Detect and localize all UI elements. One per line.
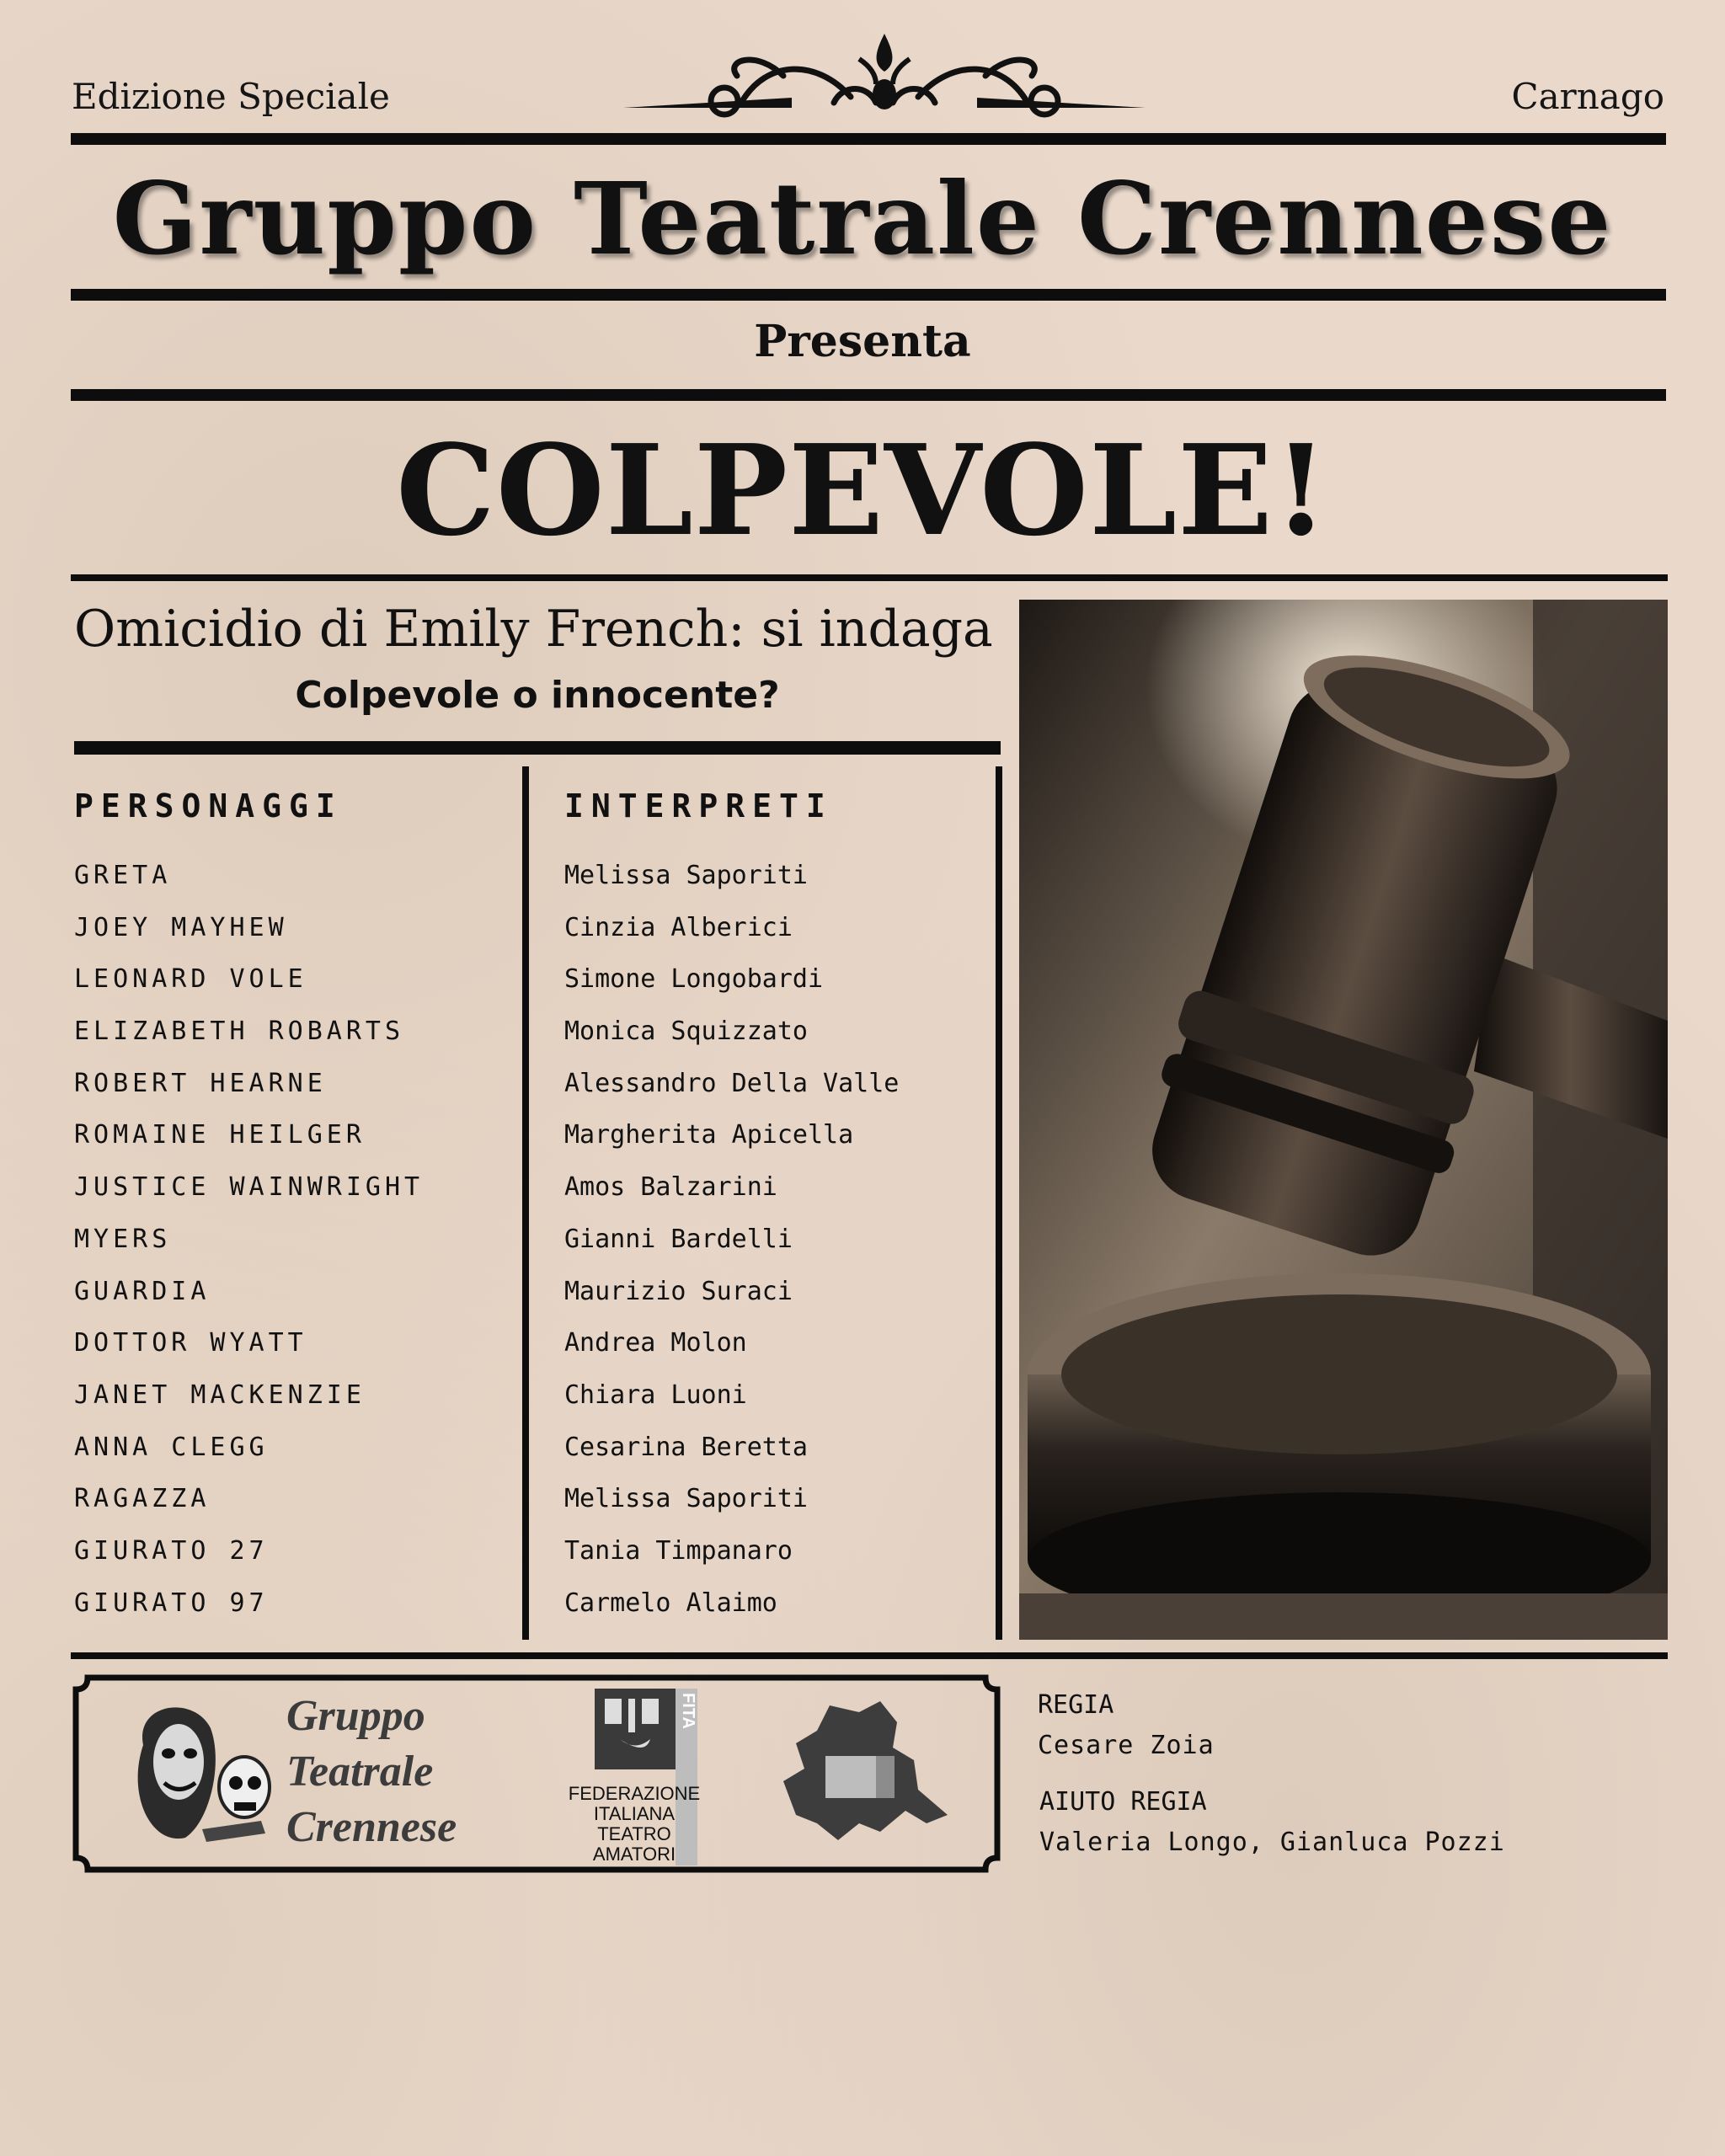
aiuto-regia-names: Valeria Longo, Gianluca Pozzi [1039,1828,1505,1857]
rule-presenta [71,389,1666,401]
role-item: ROMAINE HEILGER [74,1120,366,1150]
fita-caption-line: ITALIANA [593,1803,676,1824]
roles-list [74,854,424,1633]
rule-top [71,133,1666,145]
actors-header: INTERPRETI [564,787,833,825]
role-item: JOEY MAYHEW [74,912,288,942]
role-item: ROBERT HEARNE [74,1068,327,1098]
group-logo-line: Teatrale [286,1748,434,1796]
masthead-title: Gruppo Teatrale Crennese [112,160,1613,277]
actor-item: Monica Squizzato [564,1017,808,1047]
article-subhead: Omicidio di Emily French: si indaga [74,600,993,659]
presents-label: Presenta [754,316,971,367]
actor-item: Maurizio Suraci [564,1276,793,1306]
fita-caption [546,1784,723,1865]
role-item: ELIZABETH ROBARTS [74,1017,405,1047]
role-item: GRETA [74,861,172,890]
fita-caption-line: AMATORI [592,1844,676,1865]
actor-item: Cinzia Alberici [564,912,793,942]
role-item: ANNA CLEGG [74,1432,269,1462]
regia-label: REGIA [1038,1690,1114,1720]
rule-headline [71,574,1668,581]
group-logo-line: Gruppo [286,1692,425,1740]
roles-header: PERSONAGGI [74,787,343,825]
role-item: MYERS [74,1224,172,1254]
actor-item: Alessandro Della Valle [564,1068,900,1098]
regia-name: Cesare Zoia [1038,1731,1215,1760]
actor-item: Cesarina Beretta [564,1432,808,1462]
rule-masthead [71,289,1666,301]
location-label: Carnago [1511,76,1664,117]
article-question: Colpevole o innocente? [295,674,780,717]
actor-item: Carmelo Alaimo [564,1588,777,1618]
fita-caption-line: FEDERAZIONE [568,1783,701,1804]
ornament-flourish [623,25,1146,126]
aiuto-regia-label: AIUTO REGIA [1039,1787,1207,1817]
rule-article [74,741,1001,755]
actor-item: Melissa Saporiti [564,861,808,890]
actor-item: Melissa Saporiti [564,1484,808,1514]
role-item: GUARDIA [74,1276,211,1306]
role-item: RAGAZZA [74,1484,211,1514]
actor-item: Chiara Luoni [564,1380,747,1410]
actors-list [564,854,899,1633]
fita-badge: FITA [679,1693,697,1729]
actor-item: Gianni Bardelli [564,1224,793,1254]
edition-label: Edizione Speciale [72,76,390,117]
group-logo-line: Crennese [286,1803,457,1851]
play-title: COLPEVOLE! [396,417,1329,563]
column-divider-1 [522,766,529,1640]
actor-item: Andrea Molon [564,1328,747,1358]
fita-caption-line: TEATRO [597,1823,671,1844]
role-item: GIURATO 27 [74,1535,269,1566]
lombardy-region-icon [779,1697,956,1857]
actor-item: Simone Longobardi [564,964,824,995]
group-logo-text [286,1689,457,1855]
role-item: GIURATO 97 [74,1588,269,1618]
actor-item: Tania Timpanaro [564,1535,793,1566]
role-item: DOTTOR WYATT [74,1328,307,1358]
role-item: JUSTICE WAINWRIGHT [74,1172,425,1203]
actor-item: Amos Balzarini [564,1172,777,1203]
rule-bottom [71,1652,1668,1659]
actor-item: Margherita Apicella [564,1120,854,1150]
gavel-photo [1019,600,1668,1640]
role-item: JANET MACKENZIE [74,1380,366,1410]
role-item: LEONARD VOLE [74,964,307,995]
theatre-masks-icon [118,1694,286,1854]
column-divider-2 [996,766,1002,1640]
